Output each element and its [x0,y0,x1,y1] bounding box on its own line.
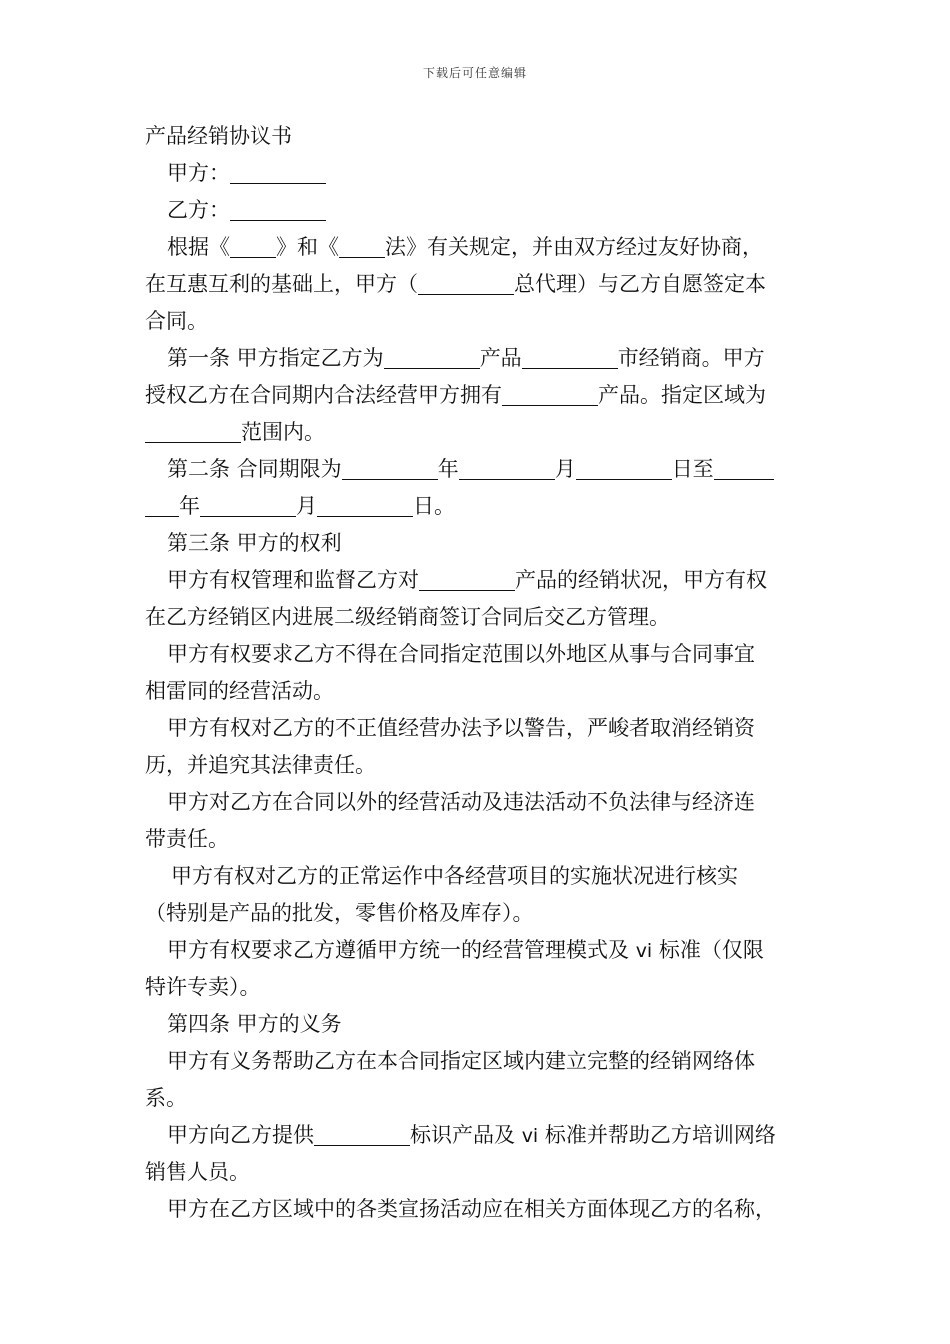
party-b-label: 乙方： [167,198,230,222]
article-3-line-5: 甲方有权对乙方的不正值经营办法予以警告，严峻者取消经销资 [167,716,755,740]
article-3-line-11 [145,932,815,969]
end-day-blank[interactable] [317,492,413,517]
start-year-blank[interactable] [342,455,438,480]
article-text: 产品的经销状况，甲方有权 [515,568,767,592]
article-4-line-4: 销售人员。 [145,1160,250,1184]
article-text: 标准（仅限 [652,938,764,962]
article-3-line-10: （特别是产品的批发，零售价格及库存）。 [145,901,534,925]
article-1-line-2 [145,377,815,414]
article-4-line-3 [145,1117,815,1154]
document-title: 产品经销协议书 [145,124,292,148]
article-4-line-1: 甲方有义务帮助乙方在本合同指定区域内建立完整的经销网络体 [167,1049,755,1073]
article-3-title: 第三条 甲方的权利 [167,531,342,555]
vi-text: vi [521,1125,539,1147]
owned-product-blank[interactable] [502,381,598,406]
article-text: 甲方有权管理和监督乙方对 [167,568,419,592]
article-3-line-6: 历，并追究其法律责任。 [145,753,376,777]
article-3-line-4: 相雷同的经营活动。 [145,679,334,703]
article-text: 年 [437,457,459,481]
intro-text: 法》有关规定，并由双方经过友好协商， [385,235,763,259]
article-text: 甲方有权要求乙方遵循甲方统一的经营管理模式及 [167,938,636,962]
article-2-line-1 [145,451,815,488]
article-2-line-2 [145,488,815,525]
article-3-line-3: 甲方有权要求乙方不得在合同指定范围以外地区从事与合同事宜 [167,642,755,666]
end-year-blank-part1[interactable] [714,455,774,480]
article-1-line-3 [145,414,815,451]
intro-text: 总代理）与乙方自愿签定本 [514,272,766,296]
intro-text: 在互惠互利的基础上，甲方（ [145,272,418,296]
vi-text: vi [635,940,653,962]
agent-blank[interactable] [418,270,514,295]
article-text: 授权乙方在合同期内合法经营甲方拥有 [145,383,502,407]
article-text: 范围内。 [241,420,325,444]
law-name-blank-1[interactable] [230,233,276,258]
party-b-line [145,192,815,229]
article-text: 年 [179,494,200,518]
article-text: 第二条 合同期限为 [167,457,342,481]
article-text: 第一条 甲方指定乙方为 [167,346,384,370]
article-text: 标识产品及 [410,1123,522,1147]
article-3-line-1 [145,562,815,599]
intro-line-3: 合同。 [145,309,208,333]
party-b-blank[interactable] [230,196,326,221]
article-text: 产品 [479,346,522,370]
article-3-line-9: 甲方有权对乙方的正常运作中各经营项目的实施状况进行核实 [171,864,738,888]
article-text: 日至 [671,457,714,481]
article-text: 日。 [413,494,455,518]
intro-text: 根据《 [167,235,230,259]
article-3-line-8: 带责任。 [145,827,229,851]
document-body [145,118,815,1228]
product-blank[interactable] [384,344,480,369]
article-4-line-5: 甲方在乙方区域中的各类宣扬活动应在相关方面体现乙方的名称， [167,1197,776,1221]
article-3-line-7: 甲方对乙方在合同以外的经营活动及违法活动不负法律与经济连 [167,790,755,814]
page-header: 下载后可任意编辑 [422,66,527,80]
intro-line-1 [145,229,815,266]
party-a-line [145,155,815,192]
intro-text: 》和《 [276,235,339,259]
intro-line-2 [145,266,815,303]
article-4-title: 第四条 甲方的义务 [167,1012,342,1036]
article-3-line-2: 在乙方经销区内进展二级经销商签订合同后交乙方管理。 [145,605,670,629]
article-text: 月 [296,494,317,518]
brand-blank[interactable] [314,1121,410,1146]
article-1-line-1 [145,340,815,377]
article-text: 标准并帮助乙方培训网络 [538,1123,776,1147]
party-a-label: 甲方： [167,161,230,185]
supervised-product-blank[interactable] [419,566,515,591]
region-blank[interactable] [145,418,241,443]
article-text: 产品。指定区域为 [598,383,766,407]
start-day-blank[interactable] [576,455,672,480]
article-text: 月 [554,457,576,481]
article-text: 甲方向乙方提供 [167,1123,314,1147]
article-text: 市经销商。甲方 [617,346,765,370]
start-month-blank[interactable] [459,455,555,480]
party-a-blank[interactable] [230,159,326,184]
city-blank[interactable] [522,344,618,369]
article-3-line-12: 特许专卖）。 [145,975,261,999]
end-year-blank-part2[interactable] [145,492,179,517]
law-name-blank-2[interactable] [339,233,385,258]
end-month-blank[interactable] [200,492,296,517]
article-4-line-2: 系。 [145,1086,187,1110]
